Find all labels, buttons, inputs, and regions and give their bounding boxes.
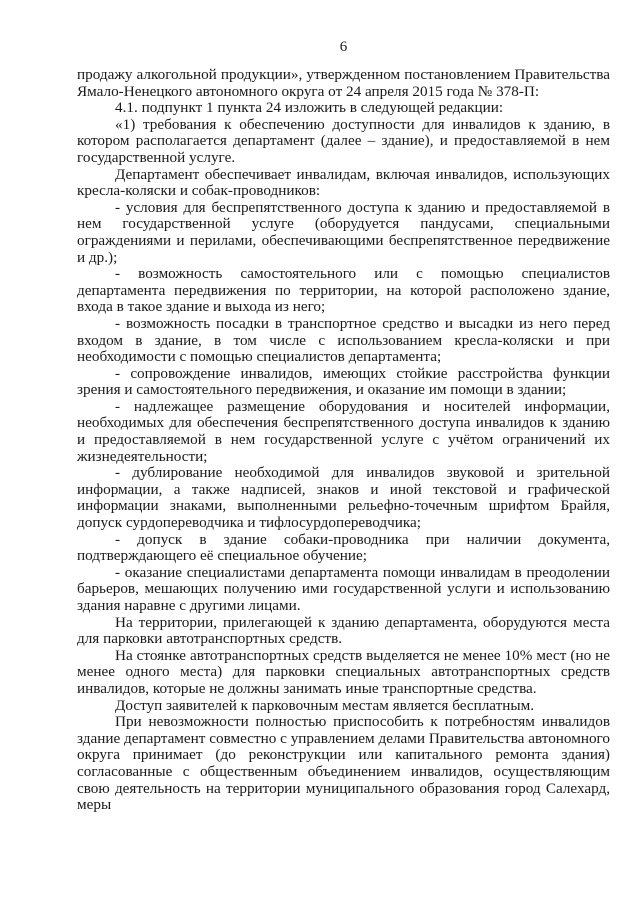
paragraph: На стоянке автотранспортных средств выделяется не менее 10% мест (но не менее одного места) для парковки специальных автотранспортных средств инвалидов, которые не должны занимать иные транспортные средства. [77,646,610,697]
paragraph: - допуск в здание собаки-проводника при наличии документа, подтверждающего её специальное обучение; [77,530,610,565]
paragraph: - возможность самостоятельного или с помощью специалистов департамента передвижения по территории, на которой расположено здание, входа в такое здание и выхода из него; [77,265,610,316]
paragraph: При невозможности полностью приспособить к потребностям инвалидов здание департамент совместно с управлением делами Правительства автономного округа принимает (до реконструкции или капитального ремонта здания) согласованные с общественным объединением инвалидов, осуществляющим свою деятельность на территории муниципального образования город Салехард, меры [77,713,610,814]
paragraph: 4.1. подпункт 1 пункта 24 изложить в следующей редакции: [115,99,504,117]
paragraph: «1) требования к обеспечению доступности для инвалидов к зданию, в котором располагается департамент (далее – здание), и предоставляемой в нем государственной услуге. [77,115,610,166]
paragraph: - дублирование необходимой для инвалидов звуковой и зрительной информации, а также надписей, знаков и иной текстовой и графической информации знаками, выполненными рельефно-точечным шрифтом Брайля, допуск сурдопереводчика и тифлосурдопереводчика; [77,464,610,532]
document-body [77,67,610,814]
paragraph: - условия для беспрепятственного доступа к зданию и предоставляемой в нем государственной услуге (оборудуется пандусами, специальными ограждениями и перилами, обеспечивающими беспрепятственное передвижение и др.); [77,198,610,266]
paragraph: Департамент обеспечивает инвалидам, включая инвалидов, использующих кресла-коляски и собак-проводников: [77,165,610,200]
paragraph: продажу алкогольной продукции», утвержденном постановлением Правительства Ямало-Ненецкого автономного округа от 24 апреля 2015 года № 378-П: [77,66,610,100]
paragraph: На территории, прилегающей к зданию департамента, оборудуются места для парковки автотранспортных средств. [77,613,610,648]
paragraph: - надлежащее размещение оборудования и носителей информации, необходимых для обеспечения беспрепятственного доступа инвалидов к зданию и предоставляемой в нем государственной услуге с учётом ограничений их жизнедеятельности; [77,397,610,465]
paragraph: - сопровождение инвалидов, имеющих стойкие расстройства функции зрения и самостоятельного передвижения, и оказание им помощи в здании; [77,364,610,399]
paragraph: Доступ заявителей к парковочным местам является бесплатным. [115,696,535,714]
paragraph: - оказание специалистами департамента помощи инвалидам в преодолении барьеров, мешающих получению ими государственной услуги и использованию здания наравне с другими лицами. [77,563,610,614]
page-number: 6 [339,39,348,55]
paragraph: - возможность посадки в транспортное средство и высадки из него перед входом в здание, в том числе с использованием кресла-коляски и при необходимости с помощью специалистов департамента; [77,314,610,366]
